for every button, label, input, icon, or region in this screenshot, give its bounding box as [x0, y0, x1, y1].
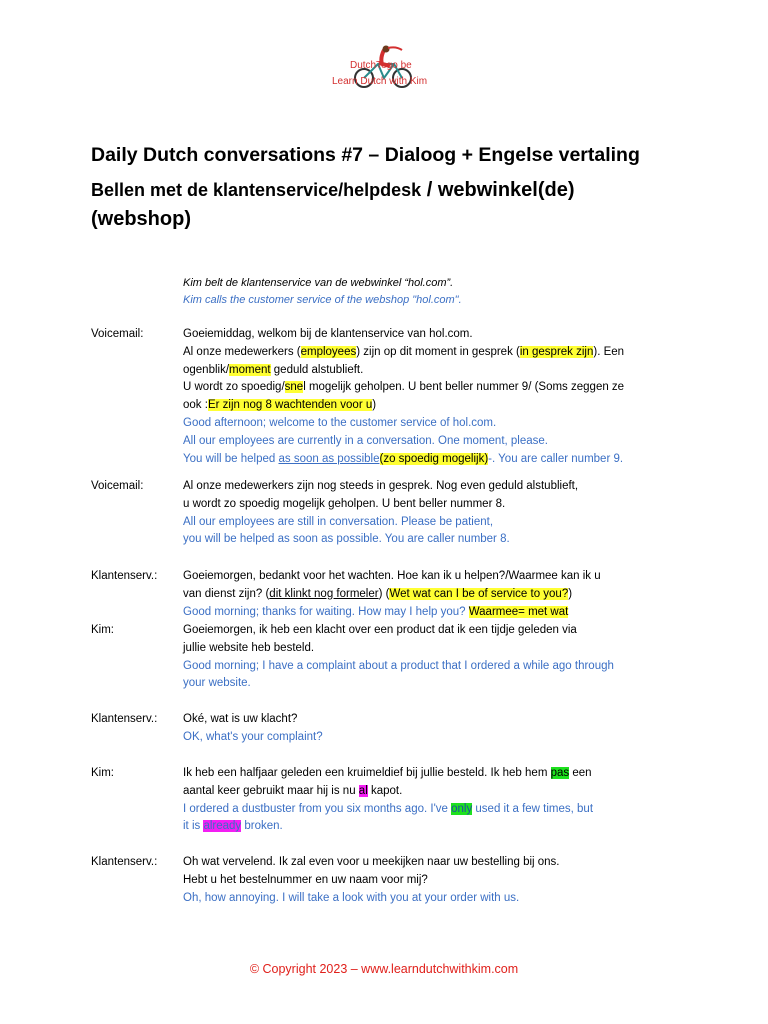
intro [183, 275, 462, 309]
dutch-line: u wordt zo spoedig mogelijk geholpen. U bent beller nummer 8. [183, 497, 506, 510]
highlight: al [358, 784, 368, 797]
dutch-line: Al onze medewerkers zijn nog steeds in gesprek. Nog even geduld alstublieft, [183, 480, 579, 492]
speaker-label: Kim: [91, 624, 114, 636]
copyright-footer: © Copyright 2023 – www.learndutchwithkim.com [249, 962, 519, 976]
dutch-line: aantal keer gebruikt maar hij is nu al kapot. [183, 784, 403, 797]
dutch-line: Al onze medewerkers (employees) zijn op dit moment in gesprek (in gesprek zijn). Een [183, 345, 625, 358]
subtitle-part-1: Bellen met de klantenservice/helpdesk [91, 180, 422, 200]
logo [330, 44, 438, 94]
dialogue-block-7 [183, 854, 663, 907]
subtitle-part-3: (webshop) [91, 208, 191, 230]
english-line: OK, what's your complaint? [183, 730, 323, 743]
english-line: Oh, how annoying. I will take a look with you at your order with us. [183, 891, 520, 904]
page-title: Daily Dutch conversations #7 – Dialoog + Engelse vertaling [91, 144, 640, 166]
logo-text-bottom: Learn Dutch with Kim [332, 76, 428, 87]
highlight: employees [300, 345, 357, 358]
dutch-line: ook :Er zijn nog 8 wachtenden voor u) [183, 399, 377, 412]
underlined-phrase: dit klinkt nog formeler [269, 587, 379, 600]
highlight: sne [284, 381, 304, 394]
intro-dutch: Kim belt de klantenservice van de webwinkel “hol.com”. [183, 277, 454, 289]
dutch-line: jullie website heb besteld. [183, 641, 315, 654]
dutch-line: Goeiemorgen, bedankt voor het wachten. Hoe kan ik u helpen?/Waarmee kan ik u [183, 570, 601, 582]
dialogue-block-1 [183, 326, 663, 468]
speaker-label: Klantenserv.: [91, 570, 158, 582]
dutch-line: Goeiemiddag, welkom bij de klantenservice van hol.com. [183, 328, 473, 340]
dutch-line: Oh wat vervelend. Ik zal even voor u meekijken naar uw bestelling bij ons. [183, 856, 560, 868]
subtitle-part-2: / webwinkel(de) [421, 179, 575, 201]
dialogue-block-4 [183, 622, 663, 693]
highlight: in gesprek zijn [519, 345, 594, 358]
english-line: Good morning; thanks for waiting. How may I help you? Waarmee= met wat [183, 605, 569, 618]
english-line: You will be helped as soon as possible(zo spoedig mogelijk)-. You are caller number 9. [183, 452, 624, 465]
dutch-line: Ik heb een halfjaar geleden een kruimeldief bij jullie besteld. Ik heb hem pas een [183, 767, 592, 779]
speaker-label: Klantenserv.: [91, 856, 158, 868]
highlight: only [451, 802, 473, 815]
speaker-label: Voicemail: [91, 328, 144, 340]
dialogue-block-5 [183, 711, 663, 747]
page-subtitle [91, 176, 711, 234]
highlight: moment [229, 363, 271, 376]
english-line: your website. [183, 677, 251, 690]
dutch-line: van dienst zijn? (dit klinkt nog formeler) (Wet wat can I be of service to you?) [183, 587, 573, 600]
highlight: Wet wat can I be of service to you? [389, 587, 569, 600]
english-line: it is already broken. [183, 820, 283, 833]
highlight: Er zijn nog 8 wachtenden voor u [207, 399, 373, 412]
speaker-label: Voicemail: [91, 480, 144, 492]
dutch-line: Oké, wat is uw klacht? [183, 713, 298, 725]
dialogue-block-3 [183, 568, 663, 621]
highlight: pas [550, 767, 570, 779]
speaker-label: Klantenserv.: [91, 713, 158, 725]
dutch-line: ogenblik/moment geduld alstublieft. [183, 363, 364, 376]
english-line: Good afternoon; welcome to the customer service of hol.com. [183, 416, 497, 429]
english-line: you will be helped as soon as possible. You are caller number 8. [183, 533, 510, 546]
dialogue-block-6 [183, 765, 663, 836]
intro-english: Kim calls the customer service of the webshop "hol.com". [183, 294, 462, 306]
speaker-label: Kim: [91, 767, 114, 779]
english-line: All our employees are currently in a conversation. One moment, please. [183, 434, 548, 447]
highlight: (zo spoedig mogelijk) [379, 452, 489, 465]
english-line: Good morning; I have a complaint about a product that I ordered a while ago through [183, 659, 614, 672]
underlined-phrase: as soon as possible [278, 452, 380, 465]
english-line: I ordered a dustbuster from you six months ago. I've only used it a few times, but [183, 802, 594, 815]
dutch-line: Goeiemorgen, ik heb een klacht over een product dat ik een tijdje geleden via [183, 624, 577, 636]
dialogue-block-2 [183, 478, 663, 549]
dutch-line: U wordt zo spoedig/snel mogelijk geholpen. U bent beller nummer 9/ (Soms zeggen ze [183, 381, 625, 394]
english-line: All our employees are still in conversation. Please be patient, [183, 515, 494, 528]
highlight: Waarmee= met wat [468, 605, 569, 618]
logo-text-top: DutchTogo be [350, 60, 412, 71]
highlight: already [203, 820, 242, 833]
dutch-line: Hebt u het bestelnummer en uw naam voor mij? [183, 873, 428, 886]
